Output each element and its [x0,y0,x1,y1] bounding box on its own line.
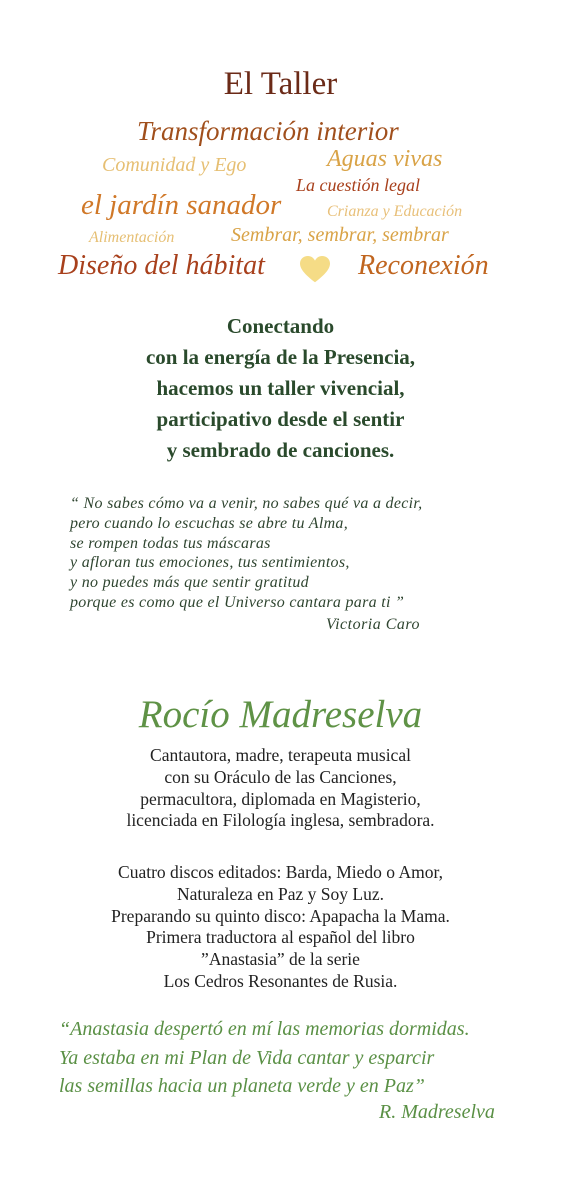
topic-comunidad: Comunidad y Ego [102,154,247,176]
topic-cuestion-legal: La cuestión legal [296,175,420,195]
bio-line: Los Cedros Resonantes de Rusia. [163,970,398,991]
artist-quote-line: Ya estaba en mi Plan de Vida cantar y esparcir [59,1046,435,1069]
bio-line: permacultora, diplomada en Magisterio, [140,788,421,809]
heart-icon [300,255,330,285]
bio-line: Cuatro discos editados: Barda, Miedo o Amor, [118,862,443,882]
testimonial-line: y no puedes más que sentir gratitud [70,574,309,592]
testimonial-author: Victoria Caro [326,616,421,633]
bio-line: con su Oráculo de las Canciones, [164,766,397,787]
artist-name: Rocío Madreselva [138,693,423,736]
intro-text [0,311,561,466]
artist-quote-line: “Anastasia despertó en mí las memorias dormidas. [59,1018,470,1040]
bio-line: Naturaleza en Paz y Soy Luz. [176,883,384,904]
testimonial-line: pero cuando lo escuchas se abre tu Alma, [70,514,349,532]
topic-alimentacion: Alimentación [89,229,175,246]
topic-jardin: el jardín sanador [81,189,282,221]
testimonial-line: “ No sabes cómo va a venir, no sabes qué va a decir, [70,495,423,512]
testimonial-line: y afloran tus emociones, tus sentimientos, [70,554,350,572]
bio-line: Primera traductora al español del libro [146,927,415,948]
intro-line: Conectando [226,314,335,338]
bio-line: ”Anastasia” de la serie [201,949,360,970]
testimonial-line: se rompen todas tus máscaras [70,534,271,552]
intro-line: y sembrado de canciones. [166,438,395,462]
bio-line: Cantautora, madre, terapeuta musical [150,745,411,765]
artist-bio [0,745,561,832]
artist-quote-author: R. Madreselva [379,1101,495,1123]
topic-aguas: Aguas vivas [327,146,443,172]
testimonial-quote [70,494,422,613]
intro-line: con la energía de la Presencia, [145,345,416,369]
topic-reconexion: Reconexión [358,250,489,281]
topic-crianza: Crianza y Educación [327,203,463,220]
artist-quote [59,1015,470,1101]
intro-line: participativo desde el sentir [156,407,405,431]
testimonial-line: porque es como que el Universo cantara para ti ” [70,593,405,611]
intro-line: hacemos un taller vivencial, [156,376,405,400]
artist-discography [0,862,561,993]
bio-line: Preparando su quinto disco: Apapacha la Mama. [111,905,450,926]
artist-quote-line: las semillas hacia un planeta verde y en Paz” [59,1075,425,1097]
topic-sembrar: Sembrar, sembrar, sembrar [231,224,449,246]
topic-diseno: Diseño del hábitat [58,250,265,281]
topic-transformacion: Transformación interior [137,116,399,146]
bio-line: licenciada en Filología inglesa, sembradora. [126,810,435,831]
page-title: El Taller [223,66,338,102]
